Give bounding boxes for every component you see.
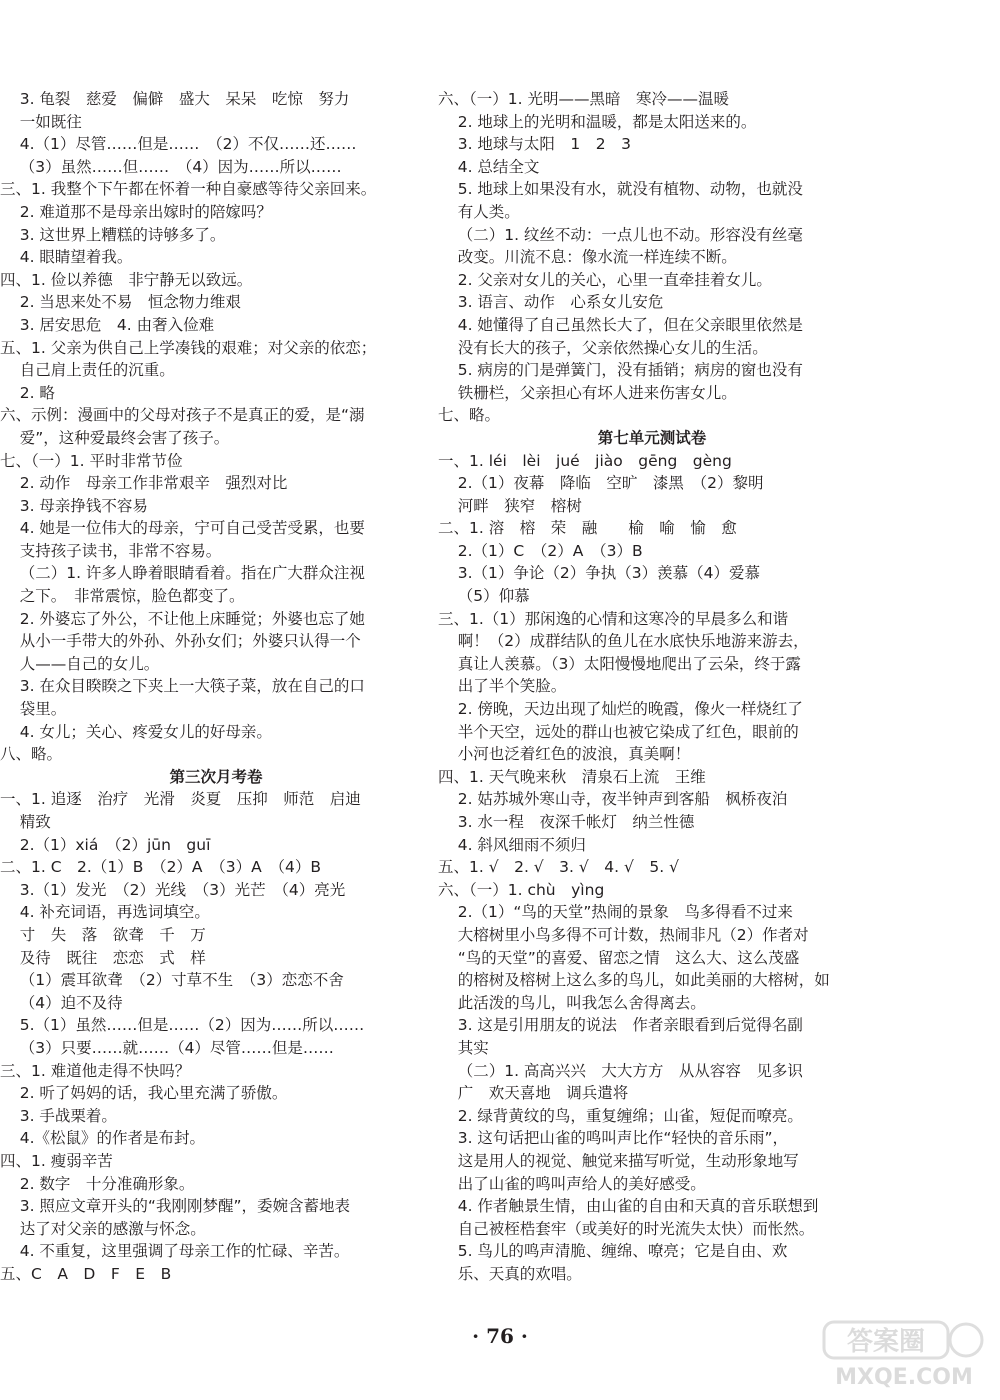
answer-line: 2. 略 <box>0 383 55 402</box>
answer-line: 3. 在众目睽睽之下夹上一大筷子菜，放在自己的口 <box>0 677 365 696</box>
answer-line: 精致 <box>0 813 51 831</box>
watermark-url-text: MXQE.COM <box>835 1365 973 1390</box>
section-title: 第七单元测试卷 <box>597 428 707 447</box>
answer-line: 支持孩子读书，非常不容易。 <box>0 541 222 560</box>
answer-line: 二、1. C 2.（1）B （2）A （3）A （4）B <box>0 858 321 877</box>
answer-line: （二）1. 许多人睁着眼睛看着。指在广大群众注视 <box>0 564 365 583</box>
answer-line: 3. 语言、动作 心系女儿安危 <box>438 293 664 312</box>
answer-line: 3. 居安思危 4. 由奢入俭难 <box>0 315 215 334</box>
answer-line: 六、（一）1. chù yìng <box>438 880 605 899</box>
answer-line: 其实 <box>438 1038 489 1057</box>
answer-line: 2. 当思来处不易 恒念物力维艰 <box>0 293 241 312</box>
answer-line: 这是用人的视觉、触觉来描写听觉，生动形象地写 <box>438 1151 799 1170</box>
answer-line: 改变。川流不息：像水流一样连续不断。 <box>438 248 737 267</box>
answer-line: 没有长大的孩子，父亲依然操心女儿的生活。 <box>438 338 768 357</box>
answer-line: 出了半个笑脸。 <box>438 677 567 696</box>
answer-line: 4. 她是一位伟大的母亲，宁可自己受苦受累，也要 <box>0 519 365 538</box>
answer-line: 4. 她懂得了自己虽然长大了，但在父亲眼里依然是 <box>438 315 803 334</box>
answer-line: 2. 听了妈妈的话，我心里充满了骄傲。 <box>0 1084 288 1103</box>
answer-line: 啊！（2）成群结队的鱼儿在水底快乐地游来游去， <box>438 632 809 651</box>
answer-line: 一如既往 <box>0 112 82 131</box>
answer-line: 2. 动作 母亲工作非常艰辛 强烈对比 <box>0 474 288 493</box>
answer-line: 二、1. 溶 榕 荣 融 榆 喻 愉 愈 <box>438 519 737 538</box>
answer-line: 四、1. 瘦弱辛苦 <box>0 1151 113 1170</box>
answer-line: 5. 地球上如果没有水，就没有植物、动物，也就没 <box>438 180 803 199</box>
answer-line: 3. 龟裂 慈爱 偏僻 盛大 呆呆 吃惊 努力 <box>0 90 350 108</box>
answer-line: （3）只要……就……（4）尽管……但是…… <box>0 1038 334 1057</box>
answer-line: 5. 鸟儿的鸣声清脆、缠绵、嘹亮；它是自由、欢 <box>438 1242 788 1261</box>
watermark-logo-text: 答案圈 <box>846 1327 926 1357</box>
answer-line: 真让人羡慕。（3）太阳慢慢地爬出了云朵，终于露 <box>438 654 801 673</box>
answer-line: 七、（一）1. 平时非常节俭 <box>0 451 183 470</box>
answer-line: 5.（1）虽然……但是……（2）因为……所以…… <box>0 1016 365 1035</box>
answer-line: 五、1. √ 2. √ 3. √ 4. √ 5. √ <box>438 858 679 877</box>
answer-line: 有人类。 <box>438 202 520 221</box>
answer-line: 4. 总结全文 <box>438 157 540 176</box>
answer-line: 三、1. 难道他走得不快吗？ <box>0 1061 191 1080</box>
left-answer-column <box>0 88 432 1285</box>
answer-line: 之下。 非常震惊，脸色都变了。 <box>0 587 245 606</box>
answer-line: 3. 母亲挣钱不容易 <box>0 496 148 515</box>
answer-line: 2. 傍晚，天边出现了灿烂的晚霞，像火一样烧红了 <box>438 700 803 719</box>
answer-line: 4. 眼睛望着我。 <box>0 248 133 267</box>
answer-line: （二）1. 纹丝不动：一点儿也不动。形容没有丝毫 <box>438 225 803 244</box>
logo-circle-shape <box>950 1324 982 1356</box>
answer-line: 四、1. 俭以养德 非宁静无以致远。 <box>0 270 253 289</box>
answer-line: 一、1. léi lèi jué jiào gēng gèng <box>438 451 732 470</box>
answer-line: 3. 照应文章开头的“我刚刚梦醒”，委婉含蓄地表 <box>0 1197 350 1216</box>
answer-line: 及待 既往 恋恋 式 样 <box>0 948 206 967</box>
watermark-logo-graphic <box>820 1318 988 1392</box>
answer-line: 3.（1）发光 （2）光线 （3）光芒 （4）亮光 <box>0 880 346 899</box>
answer-line: 自己肩上责任的沉重。 <box>0 361 175 380</box>
answer-line: “鸟的天堂”的喜爱、留恋之情 这么大、这么茂盛 <box>438 948 800 967</box>
answer-line: 河畔 狭窄 榕树 <box>438 496 582 515</box>
answer-line: 出了山雀的鸣叫声给人的美好感受。 <box>438 1174 706 1193</box>
answer-line: 自己被桎梏套牢（或美好的时光流失太快）而怅然。 <box>438 1219 815 1238</box>
answer-line: （3）虽然……但…… （4）因为……所以…… <box>0 157 342 176</box>
answer-line: 此活泼的鸟儿，叫我怎么舍得离去。 <box>438 993 706 1012</box>
answer-line: 4. 补充词语，再选词填空。 <box>0 903 210 922</box>
answer-line: 2.（1）“鸟的天堂”热闹的景象 鸟多得看不过来 <box>438 903 793 922</box>
answer-line: 4. 作者触景生情，由山雀的自由和天真的音乐联想到 <box>438 1197 819 1216</box>
answer-line: 2. 绿背黄纹的鸟，重复缠绵；山雀，短促而嘹亮。 <box>438 1106 803 1125</box>
section-title: 第三次月考卷 <box>169 767 263 786</box>
answer-line: 4.《松鼠》的作者是布封。 <box>0 1129 205 1148</box>
answer-line: 的榕树及榕树上这么多的鸟儿，如此美丽的大榕树，如 <box>438 971 830 990</box>
answer-line: 袋里。 <box>0 700 67 719</box>
answer-line: 3. 水一程 夜深千帐灯 纳兰性德 <box>438 813 695 831</box>
answer-line: 3. 这世界上糟糕的诗够多了。 <box>0 225 226 244</box>
answer-line: （5）仰慕 <box>438 587 530 606</box>
answer-line: 达了对父亲的感激与怀念。 <box>0 1219 206 1238</box>
answer-line: 三、1.（1）那闲逸的心情和这寒冷的早晨多么和谐 <box>438 609 789 628</box>
answer-line: 一、1. 追逐 治疗 光滑 炎夏 压抑 师范 启迪 <box>0 790 361 809</box>
answer-line: 六、示例：漫画中的父母对孩子不是真正的爱，是“溺 <box>0 406 365 425</box>
answer-line: 铁栅栏，父亲担心有坏人进来伤害女儿。 <box>438 383 737 402</box>
answer-line: 六、（一）1. 光明——黑暗 寒冷——温暖 <box>438 90 729 108</box>
answer-line: 3. 这是引用朋友的说法 作者亲眼看到后觉得名副 <box>438 1016 803 1035</box>
answer-line: 5. 病房的门是弹簧门，没有插销；病房的窗也没有 <box>438 361 803 380</box>
answer-line: 2. 难道那不是母亲出嫁时的陪嫁吗？ <box>0 202 272 221</box>
answer-line: 2. 数字 十分准确形象。 <box>0 1174 195 1193</box>
page-number: · 76 · <box>472 1324 528 1348</box>
answer-line: 人——自己的女儿。 <box>0 654 160 673</box>
answer-line: 从小一手带大的外孙、外孙女们；外婆只认得一个 <box>0 632 361 651</box>
answer-line: 五、C A D F E B <box>0 1264 172 1283</box>
answer-line: 寸 失 落 欲聋 千 万 <box>0 925 206 944</box>
answer-line: 2. 地球上的光明和温暖，都是太阳送来的。 <box>438 112 757 131</box>
answer-line: 2. 父亲对女儿的关心，心里一直牵挂着女儿。 <box>438 270 772 289</box>
answer-line: 八、略。 <box>0 745 63 764</box>
answer-line: 2.（1）夜幕 降临 空旷 漆黑 （2）黎明 <box>438 474 764 493</box>
answer-line: 2. 姑苏城外寒山寺，夜半钟声到客船 枫桥夜泊 <box>438 790 788 809</box>
answer-line: 4.（1）尽管……但是…… （2）不仅……还…… <box>0 135 357 154</box>
answer-line: 小河也泛着红色的波浪，真美啊！ <box>438 745 691 764</box>
answer-line: 3. 地球与太阳 1 2 3 <box>438 135 632 154</box>
right-answer-column <box>438 88 866 1285</box>
answer-line: 四、1. 天气晚来秋 清泉石上流 王维 <box>438 767 706 786</box>
answer-line: 爱”，这种爱最终会害了孩子。 <box>0 428 230 447</box>
answer-line: 大榕树里小鸟多得不可计数，热闹非凡（2）作者对 <box>438 925 809 944</box>
answer-line: 乐、天真的欢唱。 <box>438 1264 582 1283</box>
answer-line: 五、1. 父亲为供自己上学凑钱的艰难；对父亲的依恋； <box>0 338 377 357</box>
answer-line: 4. 女儿；关心、疼爱女儿的好母亲。 <box>0 722 272 741</box>
answer-line: 3. 手战栗着。 <box>0 1106 117 1125</box>
answer-line: 广 欢天喜地 调兵遣将 <box>438 1084 629 1103</box>
answer-line: （二）1. 高高兴兴 大大方方 从从容容 见多识 <box>438 1061 803 1080</box>
answer-line: 3. 这句话把山雀的鸣叫声比作“轻快的音乐雨”， <box>438 1129 788 1148</box>
answer-line: 3.（1）争论（2）争执（3）羡慕（4）爱慕 <box>438 564 760 583</box>
answer-line: 半个天空，远处的群山也被它染成了红色，眼前的 <box>438 722 799 741</box>
answer-line: 七、略。 <box>438 406 501 425</box>
answer-line: （4）迫不及待 <box>0 993 123 1012</box>
answer-line: 2.（1）xiá （2）jūn guī <box>0 835 211 854</box>
answer-line: （1）震耳欲聋 （2）寸草不生 （3）恋恋不舍 <box>0 971 344 990</box>
watermark-logo <box>820 1318 988 1392</box>
answer-line: 2.（1）C （2）A （3）B <box>438 541 643 560</box>
answer-line: 4. 斜风细雨不须归 <box>438 835 586 854</box>
answer-line: 三、1. 我整个下午都在怀着一种自豪感等待父亲回来。 <box>0 180 377 199</box>
answer-line: 2. 外婆忘了外公，不让他上床睡觉；外婆也忘了她 <box>0 609 365 628</box>
answer-line: 4. 不重复，这里强调了母亲工作的忙碌、辛苦。 <box>0 1242 350 1261</box>
